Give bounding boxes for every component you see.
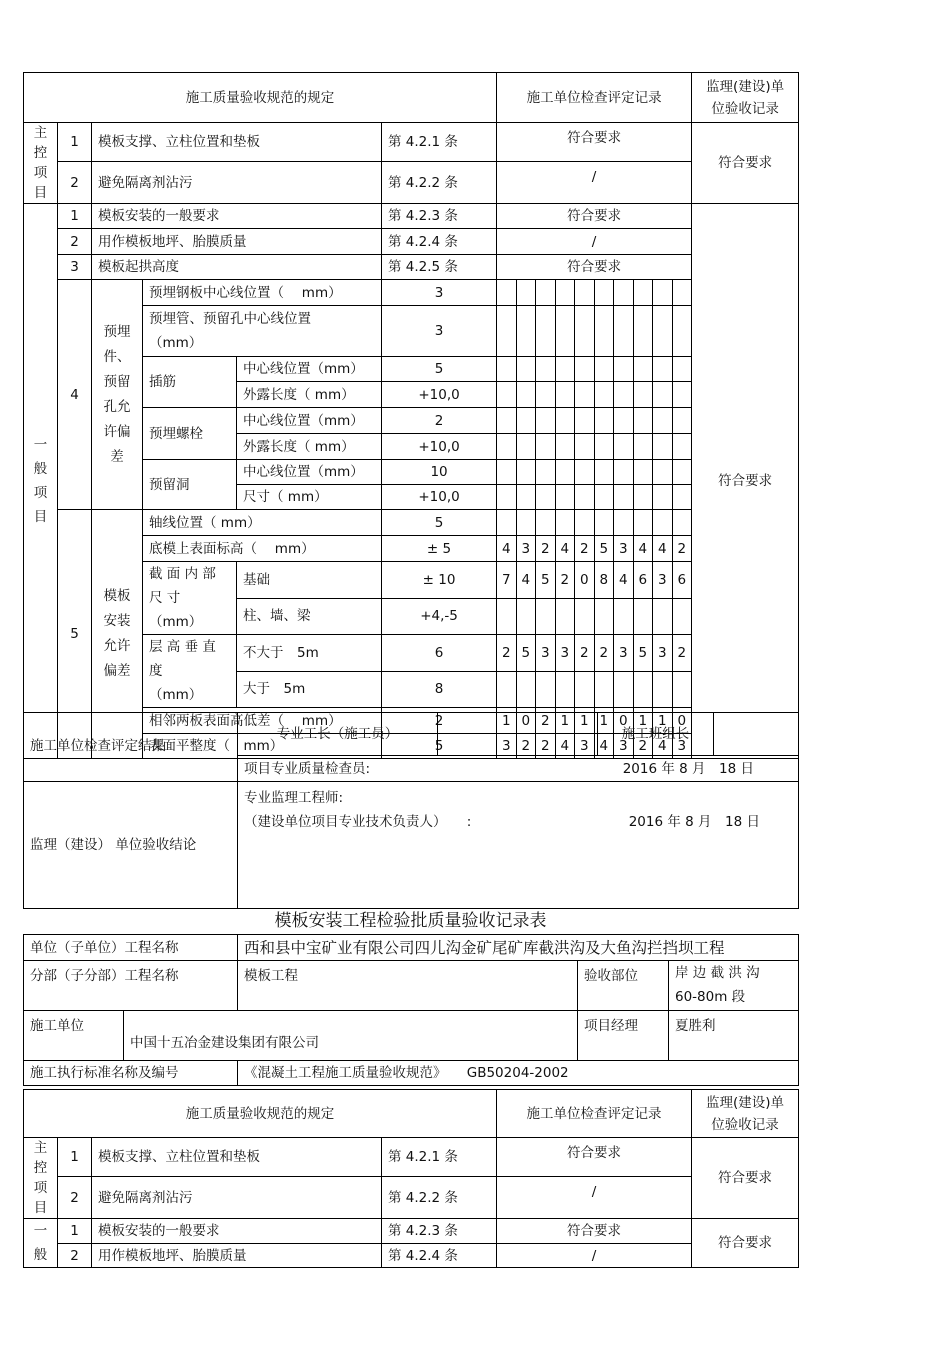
measure-cell — [653, 434, 673, 460]
allowed-deviation: +10,0 — [382, 382, 497, 408]
measured-value: 5 — [536, 562, 556, 599]
measure-cell — [536, 460, 556, 485]
measured-value: 1 — [497, 708, 517, 734]
measured-value: 0 — [614, 708, 634, 734]
header-unit-check: 施工单位检查评定记录 — [497, 1090, 692, 1138]
general-supervision: 符合要求 — [692, 1219, 799, 1268]
group-4-no: 4 — [58, 280, 92, 510]
measure-cell — [594, 382, 614, 408]
measured-value: 3 — [497, 734, 517, 759]
measure-cell — [516, 382, 536, 408]
item-name: 模板安装的一般要求 — [92, 1219, 382, 1244]
measure-cell — [555, 280, 575, 306]
measure-cell — [497, 485, 517, 510]
item-result: / — [497, 162, 692, 204]
measure-cell — [536, 382, 556, 408]
measure-cell — [614, 510, 634, 536]
measure-cell — [575, 306, 595, 357]
measure-cell — [633, 306, 653, 357]
measured-value: 7 — [497, 562, 517, 599]
allowed-deviation: +10,0 — [382, 485, 497, 510]
team-leader-signature[interactable] — [714, 713, 799, 756]
measured-value: 3 — [653, 562, 673, 599]
measured-value: 4 — [653, 536, 673, 562]
measured-value: 1 — [653, 708, 673, 734]
item-no: 2 — [58, 1177, 92, 1219]
header-spec: 施工质量验收规范的规定 — [24, 1090, 497, 1138]
team-leader-label: 施工班组长 — [598, 713, 714, 756]
sub-item-name: 尺寸（ mm） — [237, 485, 382, 510]
allowed-deviation: ± 5 — [382, 536, 497, 562]
measured-value: 3 — [536, 635, 556, 672]
standard-value: 《混凝土工程施工质量验收规范》 GB50204-2002 — [238, 1061, 799, 1086]
subdivision-value: 模板工程 — [238, 961, 578, 1011]
measure-cell — [633, 357, 653, 382]
measure-cell — [633, 598, 653, 635]
item-clause: 第 4.2.4 条 — [382, 229, 497, 255]
sub-item-name: 预留洞 — [143, 460, 237, 510]
conclusion-body — [238, 782, 799, 909]
measure-cell — [536, 510, 556, 536]
measured-value: 5 — [594, 536, 614, 562]
measure-cell — [614, 382, 634, 408]
measure-cell — [536, 306, 556, 357]
sub-item-name: 外露长度（ mm） — [237, 382, 382, 408]
measured-value: 8 — [594, 562, 614, 599]
measure-cell — [516, 598, 536, 635]
measure-cell — [497, 382, 517, 408]
unit-project-value: 西和县中宝矿业有限公司四儿沟金矿尾矿库截洪沟及大鱼沟拦挡坝工程 — [238, 935, 799, 961]
measure-cell — [497, 408, 517, 434]
item-no: 2 — [58, 162, 92, 204]
sub-item-name: 大于 5m — [237, 671, 382, 708]
measure-cell — [672, 510, 692, 536]
measure-cell — [516, 460, 536, 485]
measured-value: 2 — [536, 734, 556, 759]
item-no: 1 — [58, 123, 92, 162]
measured-value: 2 — [633, 734, 653, 759]
header-supervision: 监理(建设)单 位验收记录 — [692, 73, 799, 123]
main-items-label: 主 控 项 目 — [24, 1138, 58, 1219]
item-clause: 第 4.2.4 条 — [382, 1244, 497, 1268]
measure-cell — [594, 306, 614, 357]
item-no: 1 — [58, 1138, 92, 1177]
project-manager-label: 项目经理 — [578, 1011, 669, 1061]
item-no: 3 — [58, 255, 92, 280]
item-result: / — [497, 1177, 692, 1219]
measure-cell — [633, 671, 653, 708]
measured-value: 2 — [516, 734, 536, 759]
item-result: 符合要求 — [497, 1219, 692, 1244]
measure-cell — [575, 382, 595, 408]
measured-value: 4 — [497, 536, 517, 562]
allowed-deviation: 3 — [382, 280, 497, 306]
measure-cell — [555, 460, 575, 485]
measured-value: 5 — [516, 635, 536, 672]
item-no: 1 — [58, 1219, 92, 1244]
measure-cell — [614, 408, 634, 434]
item-result: 符合要求 — [497, 255, 692, 280]
conclusion-date: 2016 年 8 月 18 日 — [628, 814, 760, 830]
measure-cell — [575, 357, 595, 382]
measure-cell — [497, 357, 517, 382]
sub-item-name: 中心线位置（mm） — [237, 357, 382, 382]
item-no: 2 — [58, 229, 92, 255]
measure-cell — [594, 510, 614, 536]
sub-item-name: 预埋螺栓 — [143, 408, 237, 460]
item-no: 1 — [58, 204, 92, 229]
measured-value: 4 — [633, 536, 653, 562]
measured-value: 0 — [516, 708, 536, 734]
measured-value: 2 — [536, 708, 556, 734]
contractor-value: 中国十五冶金建设集团有限公司 — [124, 1011, 578, 1061]
project-info-table — [23, 934, 799, 1086]
measure-cell — [516, 280, 536, 306]
unit-project-label: 单位（子单位）工程名称 — [24, 935, 238, 961]
allowed-deviation: +4,-5 — [382, 598, 497, 635]
measure-cell — [633, 434, 653, 460]
item-result: 符合要求 — [497, 1138, 692, 1177]
measured-value: 1 — [575, 708, 595, 734]
measure-cell — [633, 485, 653, 510]
measure-cell — [614, 460, 634, 485]
allowed-deviation: 5 — [382, 734, 497, 759]
measure-cell — [594, 357, 614, 382]
measured-value: 6 — [672, 562, 692, 599]
sub-item-name: 预埋钢板中心线位置（ mm） — [143, 280, 382, 306]
contractor-label: 施工单位 — [24, 1011, 124, 1061]
measured-value: 1 — [555, 708, 575, 734]
sub-item-name: 底模上表面标高（ mm） — [143, 536, 382, 562]
sub-item-name: 截 面 内 部 尺 寸 （mm） — [143, 562, 237, 635]
measure-cell — [575, 460, 595, 485]
measure-cell — [614, 357, 634, 382]
item-clause: 第 4.2.1 条 — [382, 1138, 497, 1177]
measured-value: 4 — [594, 734, 614, 759]
measured-value: 4 — [516, 562, 536, 599]
inspection-table-1 — [23, 72, 799, 759]
measured-value: 1 — [633, 708, 653, 734]
foreman-label: 专业工长（施工员） — [238, 713, 438, 756]
sub-item-name: 基础 — [237, 562, 382, 599]
measure-cell — [594, 280, 614, 306]
measure-cell — [575, 598, 595, 635]
result-date: 2016 年 8 月 18 日 — [622, 760, 754, 777]
measure-cell — [614, 671, 634, 708]
item-result: / — [497, 1244, 692, 1268]
measure-cell — [633, 408, 653, 434]
header-unit-check: 施工单位检查评定记录 — [497, 73, 692, 123]
measured-value: 2 — [672, 536, 692, 562]
measure-cell — [536, 485, 556, 510]
sub-item-name: 中心线位置（mm） — [237, 460, 382, 485]
measured-value: 2 — [575, 536, 595, 562]
measured-value: 2 — [555, 562, 575, 599]
measure-cell — [497, 671, 517, 708]
item-name: 用作模板地坪、胎膜质量 — [92, 1244, 382, 1268]
measure-cell — [516, 357, 536, 382]
measure-cell — [672, 485, 692, 510]
item-name: 避免隔离剂沾污 — [92, 162, 382, 204]
measured-value: 2 — [536, 536, 556, 562]
item-result: 符合要求 — [497, 204, 692, 229]
item-name: 模板起拱高度 — [92, 255, 382, 280]
measure-cell — [594, 460, 614, 485]
measure-cell — [672, 280, 692, 306]
measure-cell — [672, 598, 692, 635]
measure-cell — [516, 434, 536, 460]
measure-cell — [536, 357, 556, 382]
form-title: 模板安装工程检验批质量验收记录表 — [274, 911, 547, 931]
item-clause: 第 4.2.3 条 — [382, 204, 497, 229]
measure-cell — [653, 510, 673, 536]
unit-result-label: 施工单位检查评定结果 — [24, 713, 238, 782]
sub-item-name: 预埋管、预留孔中心线位置 （mm） — [143, 306, 382, 357]
measure-cell — [516, 510, 536, 536]
item-clause: 第 4.2.3 条 — [382, 1219, 497, 1244]
item-name: 模板支撑、立柱位置和垫板 — [92, 1138, 382, 1177]
measure-cell — [516, 306, 536, 357]
header-supervision: 监理(建设)单 位验收记录 — [692, 1090, 799, 1138]
general-supervision: 符合要求 — [692, 204, 799, 759]
measure-cell — [653, 280, 673, 306]
allowed-deviation: 2 — [382, 408, 497, 434]
measure-cell — [555, 510, 575, 536]
measure-cell — [594, 408, 614, 434]
measure-cell — [614, 598, 634, 635]
measure-cell — [653, 460, 673, 485]
standard-label: 施工执行标准名称及编号 — [24, 1061, 238, 1086]
measured-value: 6 — [633, 562, 653, 599]
measure-cell — [672, 382, 692, 408]
measure-cell — [614, 306, 634, 357]
sub-item-name: 层 高 垂 直 度 （mm） — [143, 635, 237, 708]
measured-value: 3 — [555, 635, 575, 672]
measure-cell — [672, 408, 692, 434]
measure-cell — [555, 408, 575, 434]
foreman-signature[interactable] — [438, 713, 598, 756]
measured-value: 3 — [653, 635, 673, 672]
measured-value: 2 — [497, 635, 517, 672]
sub-item-name: 表面平整度（ mm） — [143, 734, 382, 759]
measure-cell — [653, 408, 673, 434]
measure-cell — [633, 510, 653, 536]
measure-cell — [672, 460, 692, 485]
general-items-label: 一 般 — [24, 1219, 58, 1268]
measure-cell — [633, 382, 653, 408]
item-clause: 第 4.2.1 条 — [382, 123, 497, 162]
measure-cell — [555, 434, 575, 460]
allowed-deviation: +10,0 — [382, 434, 497, 460]
subdivision-label: 分部（子分部）工程名称 — [24, 961, 238, 1011]
measured-value: 4 — [653, 734, 673, 759]
measured-value: 0 — [672, 708, 692, 734]
measured-value: 3 — [672, 734, 692, 759]
measure-cell — [555, 485, 575, 510]
measure-cell — [594, 671, 614, 708]
item-name: 模板支撑、立柱位置和垫板 — [92, 123, 382, 162]
measure-cell — [555, 382, 575, 408]
group-5-label: 模板 安装 允许 偏差 — [92, 510, 143, 759]
sub-item-name: 外露长度（ mm） — [237, 434, 382, 460]
acceptance-part-value: 岸 边 截 洪 沟 60-80m 段 — [669, 961, 799, 1011]
measure-cell — [653, 382, 673, 408]
owner-tech-label: （建设单位项目专业技术负责人） : — [244, 814, 472, 830]
measure-cell — [614, 434, 634, 460]
measure-cell — [575, 408, 595, 434]
measure-cell — [497, 306, 517, 357]
measure-cell — [653, 671, 673, 708]
measure-cell — [594, 485, 614, 510]
measure-cell — [536, 671, 556, 708]
inspection-table-2 — [23, 1089, 799, 1268]
sub-item-name: 插筋 — [143, 357, 237, 408]
item-result: / — [497, 229, 692, 255]
engineer-label: 专业监理工程师: — [244, 790, 344, 806]
measure-cell — [575, 434, 595, 460]
header-spec: 施工质量验收规范的规定 — [24, 73, 497, 123]
allowed-deviation: ± 10 — [382, 562, 497, 599]
sub-item-name: 相邻两板表面高低差（ mm） — [143, 708, 382, 734]
measured-value: 4 — [555, 536, 575, 562]
main-supervision: 符合要求 — [692, 1138, 799, 1219]
item-no: 2 — [58, 1244, 92, 1268]
measure-cell — [575, 671, 595, 708]
inspector-label: 项目专业质量检查员: — [244, 760, 371, 777]
measure-cell — [575, 510, 595, 536]
item-result: 符合要求 — [497, 123, 692, 162]
allowed-deviation: 3 — [382, 306, 497, 357]
item-name: 模板安装的一般要求 — [92, 204, 382, 229]
group-5-no: 5 — [58, 510, 92, 759]
measure-cell — [555, 671, 575, 708]
measure-cell — [516, 408, 536, 434]
sub-item-name: 中心线位置（mm） — [237, 408, 382, 434]
measured-value: 2 — [575, 635, 595, 672]
measure-cell — [672, 434, 692, 460]
measured-value: 4 — [614, 562, 634, 599]
item-name: 避免隔离剂沾污 — [92, 1177, 382, 1219]
measured-value: 3 — [575, 734, 595, 759]
measure-cell — [536, 408, 556, 434]
measured-value: 3 — [614, 536, 634, 562]
measured-value: 2 — [594, 635, 614, 672]
sub-item-name: 不大于 5m — [237, 635, 382, 672]
measure-cell — [614, 485, 634, 510]
measure-cell — [536, 280, 556, 306]
measured-value: 2 — [672, 635, 692, 672]
item-clause: 第 4.2.5 条 — [382, 255, 497, 280]
measure-cell — [536, 598, 556, 635]
measure-cell — [672, 306, 692, 357]
measure-cell — [653, 306, 673, 357]
allowed-deviation: 5 — [382, 357, 497, 382]
inspector-line — [238, 756, 799, 782]
measure-cell — [575, 485, 595, 510]
sub-item-name: 柱、墙、梁 — [237, 598, 382, 635]
measure-cell — [653, 357, 673, 382]
measure-cell — [672, 357, 692, 382]
measured-value: 4 — [555, 734, 575, 759]
measure-cell — [594, 598, 614, 635]
signature-table — [23, 712, 799, 909]
measure-cell — [614, 280, 634, 306]
main-items-label: 主 控 项 目 — [24, 123, 58, 204]
item-clause: 第 4.2.2 条 — [382, 1177, 497, 1219]
sub-item-name: 轴线位置（ mm） — [143, 510, 382, 536]
measure-cell — [653, 598, 673, 635]
general-items-label: 一 般 项 目 — [24, 204, 58, 759]
measure-cell — [516, 671, 536, 708]
measure-cell — [497, 280, 517, 306]
acceptance-part-label: 验收部位 — [578, 961, 669, 1011]
measure-cell — [497, 598, 517, 635]
allowed-deviation: 8 — [382, 671, 497, 708]
measure-cell — [497, 510, 517, 536]
project-manager-value: 夏胜利 — [669, 1011, 799, 1061]
item-name: 用作模板地坪、胎膜质量 — [92, 229, 382, 255]
measured-value: 5 — [633, 635, 653, 672]
allowed-deviation: 10 — [382, 460, 497, 485]
measured-value: 1 — [594, 708, 614, 734]
allowed-deviation: 2 — [382, 708, 497, 734]
group-4-label: 预埋 件、 预留 孔允 许偏 差 — [92, 280, 143, 510]
measure-cell — [594, 434, 614, 460]
measure-cell — [653, 485, 673, 510]
conclusion-label: 监理（建设） 单位验收结论 — [24, 782, 238, 909]
main-supervision: 符合要求 — [692, 123, 799, 204]
measure-cell — [516, 485, 536, 510]
item-clause: 第 4.2.2 条 — [382, 162, 497, 204]
measure-cell — [497, 460, 517, 485]
measure-cell — [672, 671, 692, 708]
measured-value: 3 — [614, 734, 634, 759]
measure-cell — [497, 434, 517, 460]
measured-value: 3 — [516, 536, 536, 562]
measured-value: 3 — [614, 635, 634, 672]
measure-cell — [555, 357, 575, 382]
measure-cell — [555, 306, 575, 357]
measured-value: 0 — [575, 562, 595, 599]
measure-cell — [555, 598, 575, 635]
allowed-deviation: 6 — [382, 635, 497, 672]
allowed-deviation: 5 — [382, 510, 497, 536]
measure-cell — [575, 280, 595, 306]
measure-cell — [536, 434, 556, 460]
measure-cell — [633, 280, 653, 306]
measure-cell — [633, 460, 653, 485]
